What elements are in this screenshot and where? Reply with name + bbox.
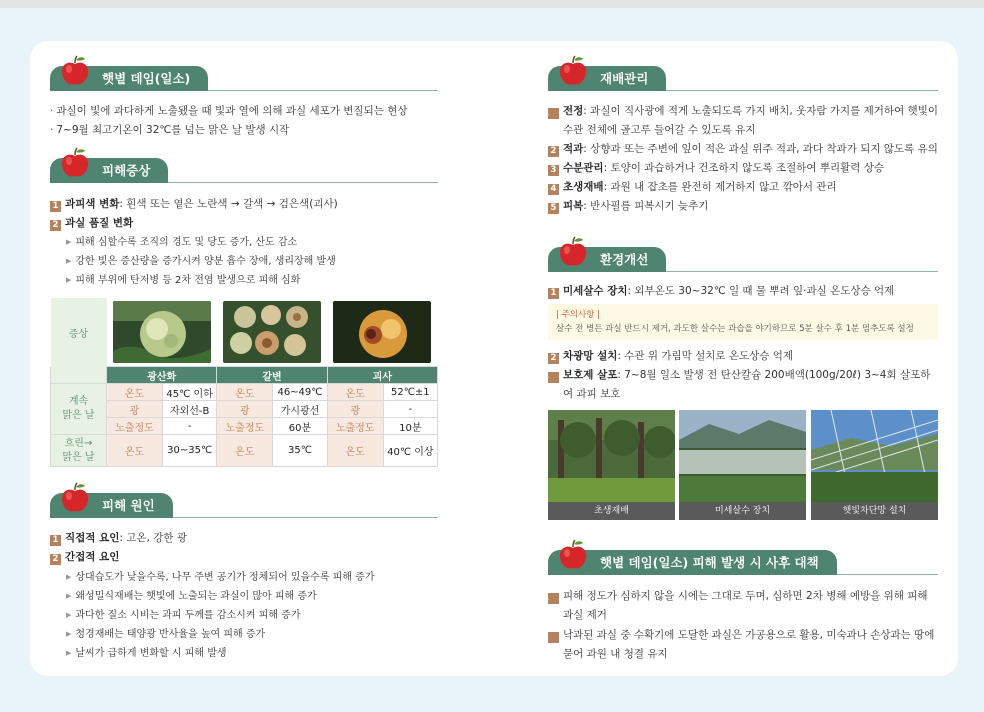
list-item: 2 간접적 요인 <box>50 548 119 567</box>
value-cell: 30~35℃ <box>163 435 217 467</box>
value-cell: 10분 <box>383 418 437 435</box>
list-item: 2 적과: 상향과 또는 주변에 잎이 적은 과실 위주 적과, 과다 착과가 되지 않도록 유의 <box>548 140 938 159</box>
caution-box <box>548 304 938 340</box>
symptom-table <box>50 298 438 467</box>
key-cell: 온도 <box>217 384 273 401</box>
photo-card <box>679 410 806 520</box>
list-item: · 과실이 빛에 과다하게 노출됐을 때 빛과 열에 의해 과실 세포가 변질되는 현상 <box>50 105 408 117</box>
section-header-cultivation <box>548 63 938 93</box>
apple-icon <box>558 539 588 571</box>
caution-title: | 주의사항 | <box>556 310 600 320</box>
photo-grass-cultivation <box>548 410 675 502</box>
photo-necrosis-apple <box>333 301 431 363</box>
section-title: 햇볕 데임(일소) <box>50 66 208 91</box>
list-item: 1 직접적 요인: 고온, 강한 광 <box>50 529 187 548</box>
content-panel <box>30 41 958 676</box>
section-header-causes <box>50 490 438 520</box>
list-item: 2 과실 품질 변화 <box>50 214 133 233</box>
value-cell: 35℃ <box>273 435 327 467</box>
key-cell: 온도 <box>107 384 163 401</box>
row-label: 계속 맑은 날 <box>51 384 107 435</box>
value-cell: 60분 <box>273 418 327 435</box>
list-item: · 7~9월 최고기온이 32℃를 넘는 맑은 날 발생 시작 <box>50 124 290 136</box>
photo-oxidation-apple <box>113 301 211 363</box>
key-cell: 온도 <box>107 435 163 467</box>
value-cell: 46~49℃ <box>273 384 327 401</box>
photo-card <box>548 410 675 520</box>
list-item: 1 피해 정도가 심하지 않을 시에는 그대로 두며, 심하면 2차 병해 예방을 위해 피해 과실 제거 <box>543 590 928 622</box>
list-item: 1 미세살수 장치: 외부온도 30~32℃ 일 때 물 뿌려 잎·과실 온도상승 억제 <box>548 282 894 301</box>
sub-item: ▶ 날씨가 급하게 변화할 시 피해 발생 <box>66 648 227 659</box>
list-item: 3 보호제 살포: 7~8월 일소 발생 전 탄산칼슘 200배액(100g/20ℓ) 3~4회 살포하여 과피 보호 <box>543 369 931 401</box>
key-cell: 온도 <box>327 384 383 401</box>
list-item: 3 수분관리: 토양이 과습하거나 건조하지 않도록 조절하여 뿌리활력 상승 <box>548 159 884 178</box>
row-label: 흐린→ 맑은 날 <box>51 435 107 467</box>
value-cell: 40℃ 이상 <box>383 435 437 467</box>
section-title: 햇볕 데임(일소) 피해 발생 시 사후 대책 <box>548 550 837 575</box>
value-cell: 자외선-B <box>163 401 217 418</box>
key-cell: 노출정도 <box>217 418 273 435</box>
value-cell: - <box>383 401 437 418</box>
photo-caption: 햇빛차단망 설치 <box>811 502 938 520</box>
apple-icon <box>60 147 90 179</box>
value-cell: 45℃ 이하 <box>163 384 217 401</box>
key-cell: 온도 <box>217 435 273 467</box>
key-cell: 노출정도 <box>107 418 163 435</box>
section-title: 피해 원인 <box>50 493 173 518</box>
sub-item: ▶ 과다한 질소 시비는 과피 두께를 감소시켜 피해 증가 <box>66 610 301 621</box>
sub-item: ▶ 피해 부위에 탄저병 등 2차 전염 발생으로 피해 심화 <box>66 275 301 286</box>
top-bar <box>0 0 984 8</box>
section-header-environment <box>548 244 938 274</box>
photo-card <box>811 410 938 520</box>
photo-micro-sprinkler <box>679 410 806 502</box>
apple-icon <box>558 236 588 268</box>
sub-item: ▶ 상대습도가 낮을수록, 나무 주변 공기가 정체되어 있을수록 피해 증가 <box>66 572 375 583</box>
column-header: 광산화 <box>107 367 217 384</box>
sub-item: ▶ 피해 심할수록 조직의 경도 및 당도 증가, 산도 감소 <box>66 237 298 248</box>
list-item: 1 과피색 변화: 흰색 또는 옅은 노란색 → 갈색 → 검은색(괴사) <box>50 195 338 214</box>
section-title: 피해증상 <box>50 158 168 183</box>
section-header-sunburn <box>50 63 438 93</box>
photo-strip <box>548 410 938 520</box>
section-header-symptoms <box>50 155 438 185</box>
apple-icon <box>558 55 588 87</box>
apple-icon <box>60 55 90 87</box>
list-item: 1 전정: 과실이 직사광에 적게 노출되도록 가지 배치, 웃자람 가지를 제거하여 햇빛이 수관 전체에 골고루 들어갈 수 있도록 유지 <box>543 105 938 137</box>
key-cell: 온도 <box>327 435 383 467</box>
key-cell: 광 <box>327 401 383 418</box>
photo-shade-net <box>811 410 938 502</box>
column-header: 괴사 <box>327 367 437 384</box>
column-header: 갈변 <box>217 367 327 384</box>
value-cell: - <box>163 418 217 435</box>
section-title: 환경개선 <box>548 247 666 272</box>
section-header-aftercare <box>548 547 938 577</box>
photo-browning-apples <box>223 301 321 363</box>
list-item: 4 초생재배: 과원 내 잡초를 완전히 제거하지 않고 깎아서 관리 <box>548 178 837 197</box>
list-item: 2 낙과된 과실 중 수확기에 도달한 과실은 가공용으로 활용, 미숙과나 손상과는 땅에 묻어 과원 내 청결 유지 <box>543 629 935 661</box>
key-cell: 노출정도 <box>327 418 383 435</box>
photo-caption: 미세살수 장치 <box>679 502 806 520</box>
sub-item: ▶ 청경재배는 태양광 반사율을 높여 피해 증가 <box>66 629 266 640</box>
key-cell: 광 <box>107 401 163 418</box>
value-cell: 가시광선 <box>273 401 327 418</box>
section-title: 재배관리 <box>548 66 666 91</box>
key-cell: 광 <box>217 401 273 418</box>
symptom-label: 증상 <box>51 298 107 367</box>
list-item: 2 차광망 설치: 수관 위 가림막 설치로 온도상승 억제 <box>548 347 793 366</box>
sub-item: ▶ 왜성밀식재배는 햇빛에 노출되는 과실이 많아 피해 증가 <box>66 591 317 602</box>
photo-caption: 초생재배 <box>548 502 675 520</box>
sub-item: ▶ 강한 빛은 증산량을 증가시켜 양분 흡수 장애, 생리장해 발생 <box>66 256 336 267</box>
apple-icon <box>60 482 90 514</box>
list-item: 5 피복: 반사필름 피복시기 늦추기 <box>548 197 708 216</box>
value-cell: 52℃±1 <box>383 384 437 401</box>
caution-body: 살수 전 병든 과실 반드시 제거, 과도한 살수는 과습을 야기하므로 5분 살수 후 1분 멈추도록 설정 <box>556 324 914 334</box>
